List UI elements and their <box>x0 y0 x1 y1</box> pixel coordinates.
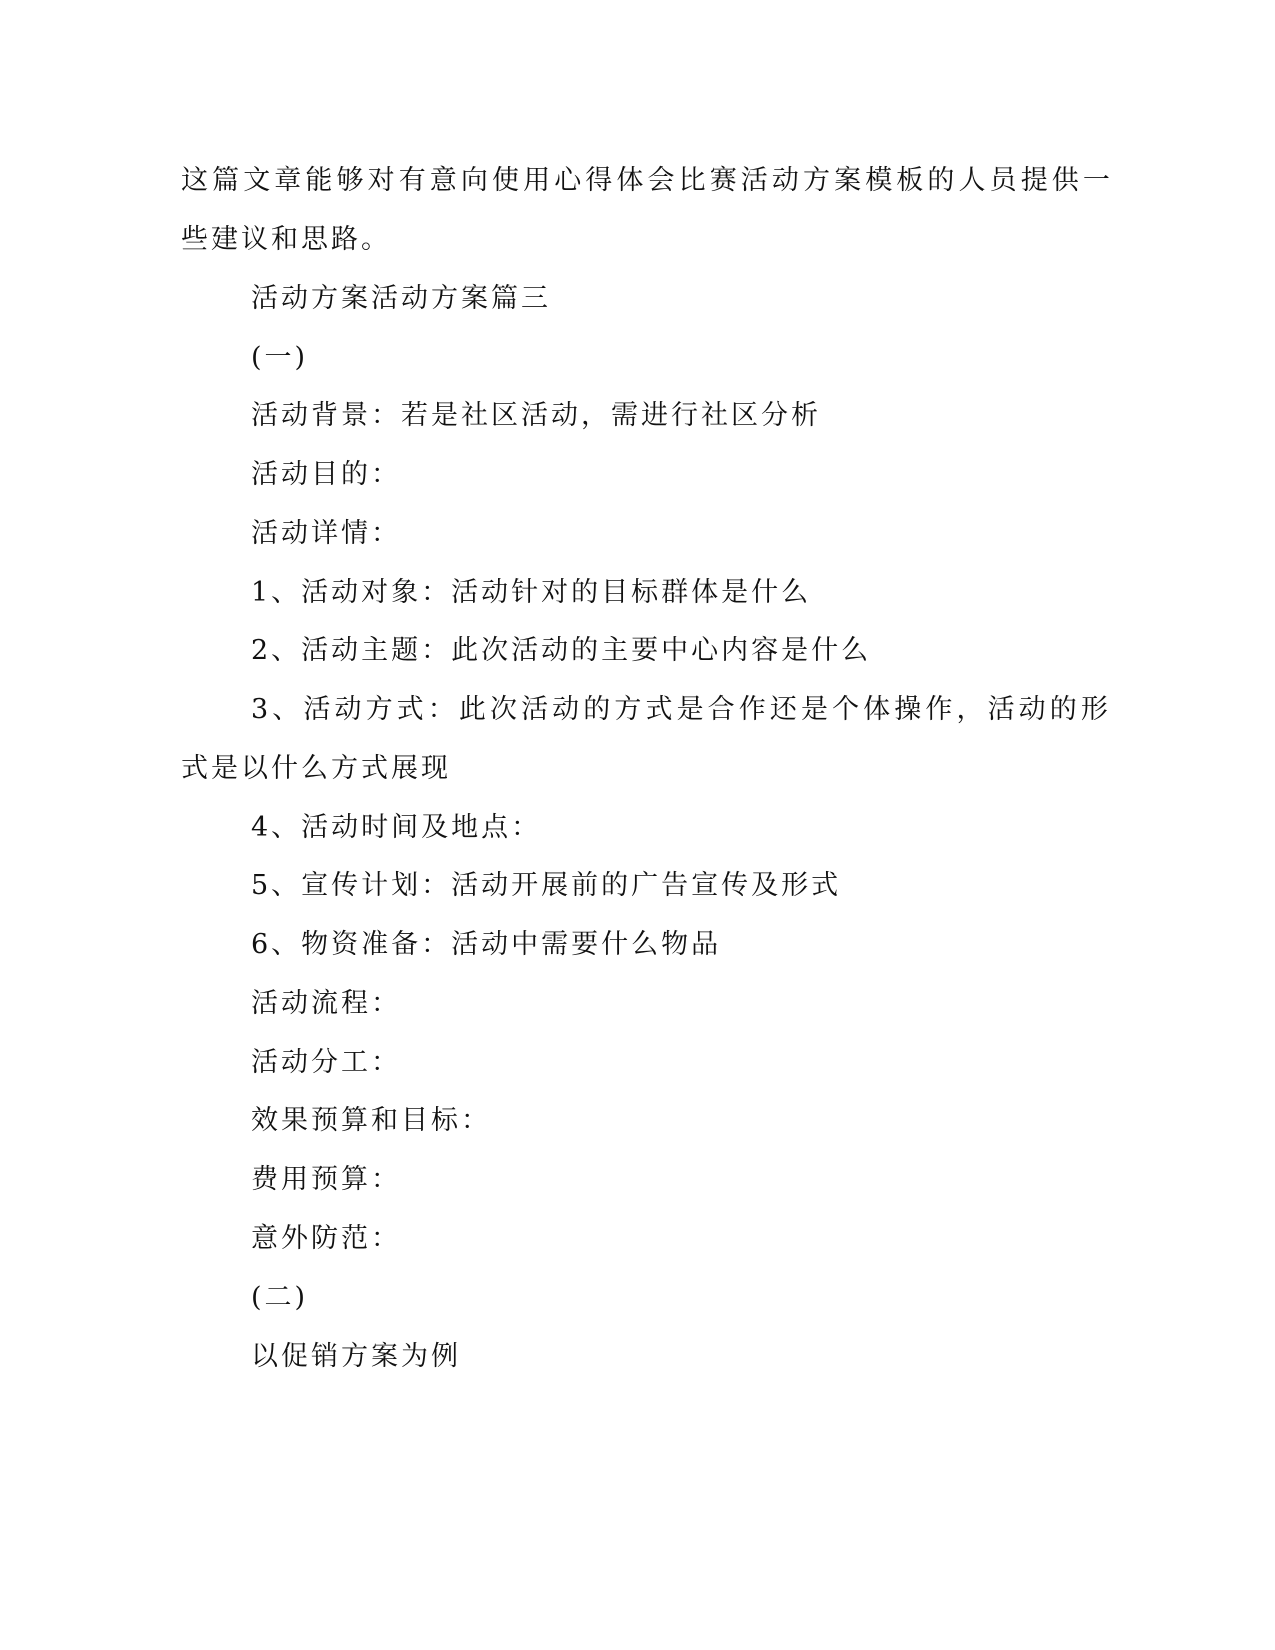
detail-item-1: 1、活动对象：活动针对的目标群体是什么 <box>251 577 812 608</box>
section-title: 活动方案活动方案篇三 <box>251 283 551 314</box>
promotion-example: 以促销方案为例 <box>251 1341 461 1372</box>
activity-division: 活动分工： <box>251 1047 401 1078</box>
part-one-heading: (一) <box>251 342 309 373</box>
part-two-heading: (二) <box>251 1282 309 1313</box>
detail-item-2: 2、活动主题：此次活动的主要中心内容是什么 <box>251 635 872 666</box>
activity-process: 活动流程： <box>251 988 401 1019</box>
accident-prevention: 意外防范： <box>251 1223 401 1254</box>
activity-details: 活动详情： <box>251 518 401 549</box>
detail-item-3-line-1: 3、活动方式：此次活动的方式是合作还是个体操作，活动的形 <box>251 694 1112 725</box>
activity-background: 活动背景：若是社区活动，需进行社区分析 <box>251 400 821 431</box>
detail-item-3-line-2: 式是以什么方式展现 <box>181 753 451 784</box>
cost-budget: 费用预算： <box>251 1164 401 1195</box>
effect-budget-goals: 效果预算和目标： <box>251 1105 491 1136</box>
detail-item-4: 4、活动时间及地点： <box>251 812 542 843</box>
intro-paragraph-line-1: 这篇文章能够对有意向使用心得体会比赛活动方案模板的人员提供一 <box>181 165 1114 196</box>
detail-item-6: 6、物资准备：活动中需要什么物品 <box>251 929 722 960</box>
intro-paragraph-line-2: 些建议和思路。 <box>181 224 391 255</box>
detail-item-5: 5、宣传计划：活动开展前的广告宣传及形式 <box>251 870 842 901</box>
activity-purpose: 活动目的： <box>251 459 401 490</box>
